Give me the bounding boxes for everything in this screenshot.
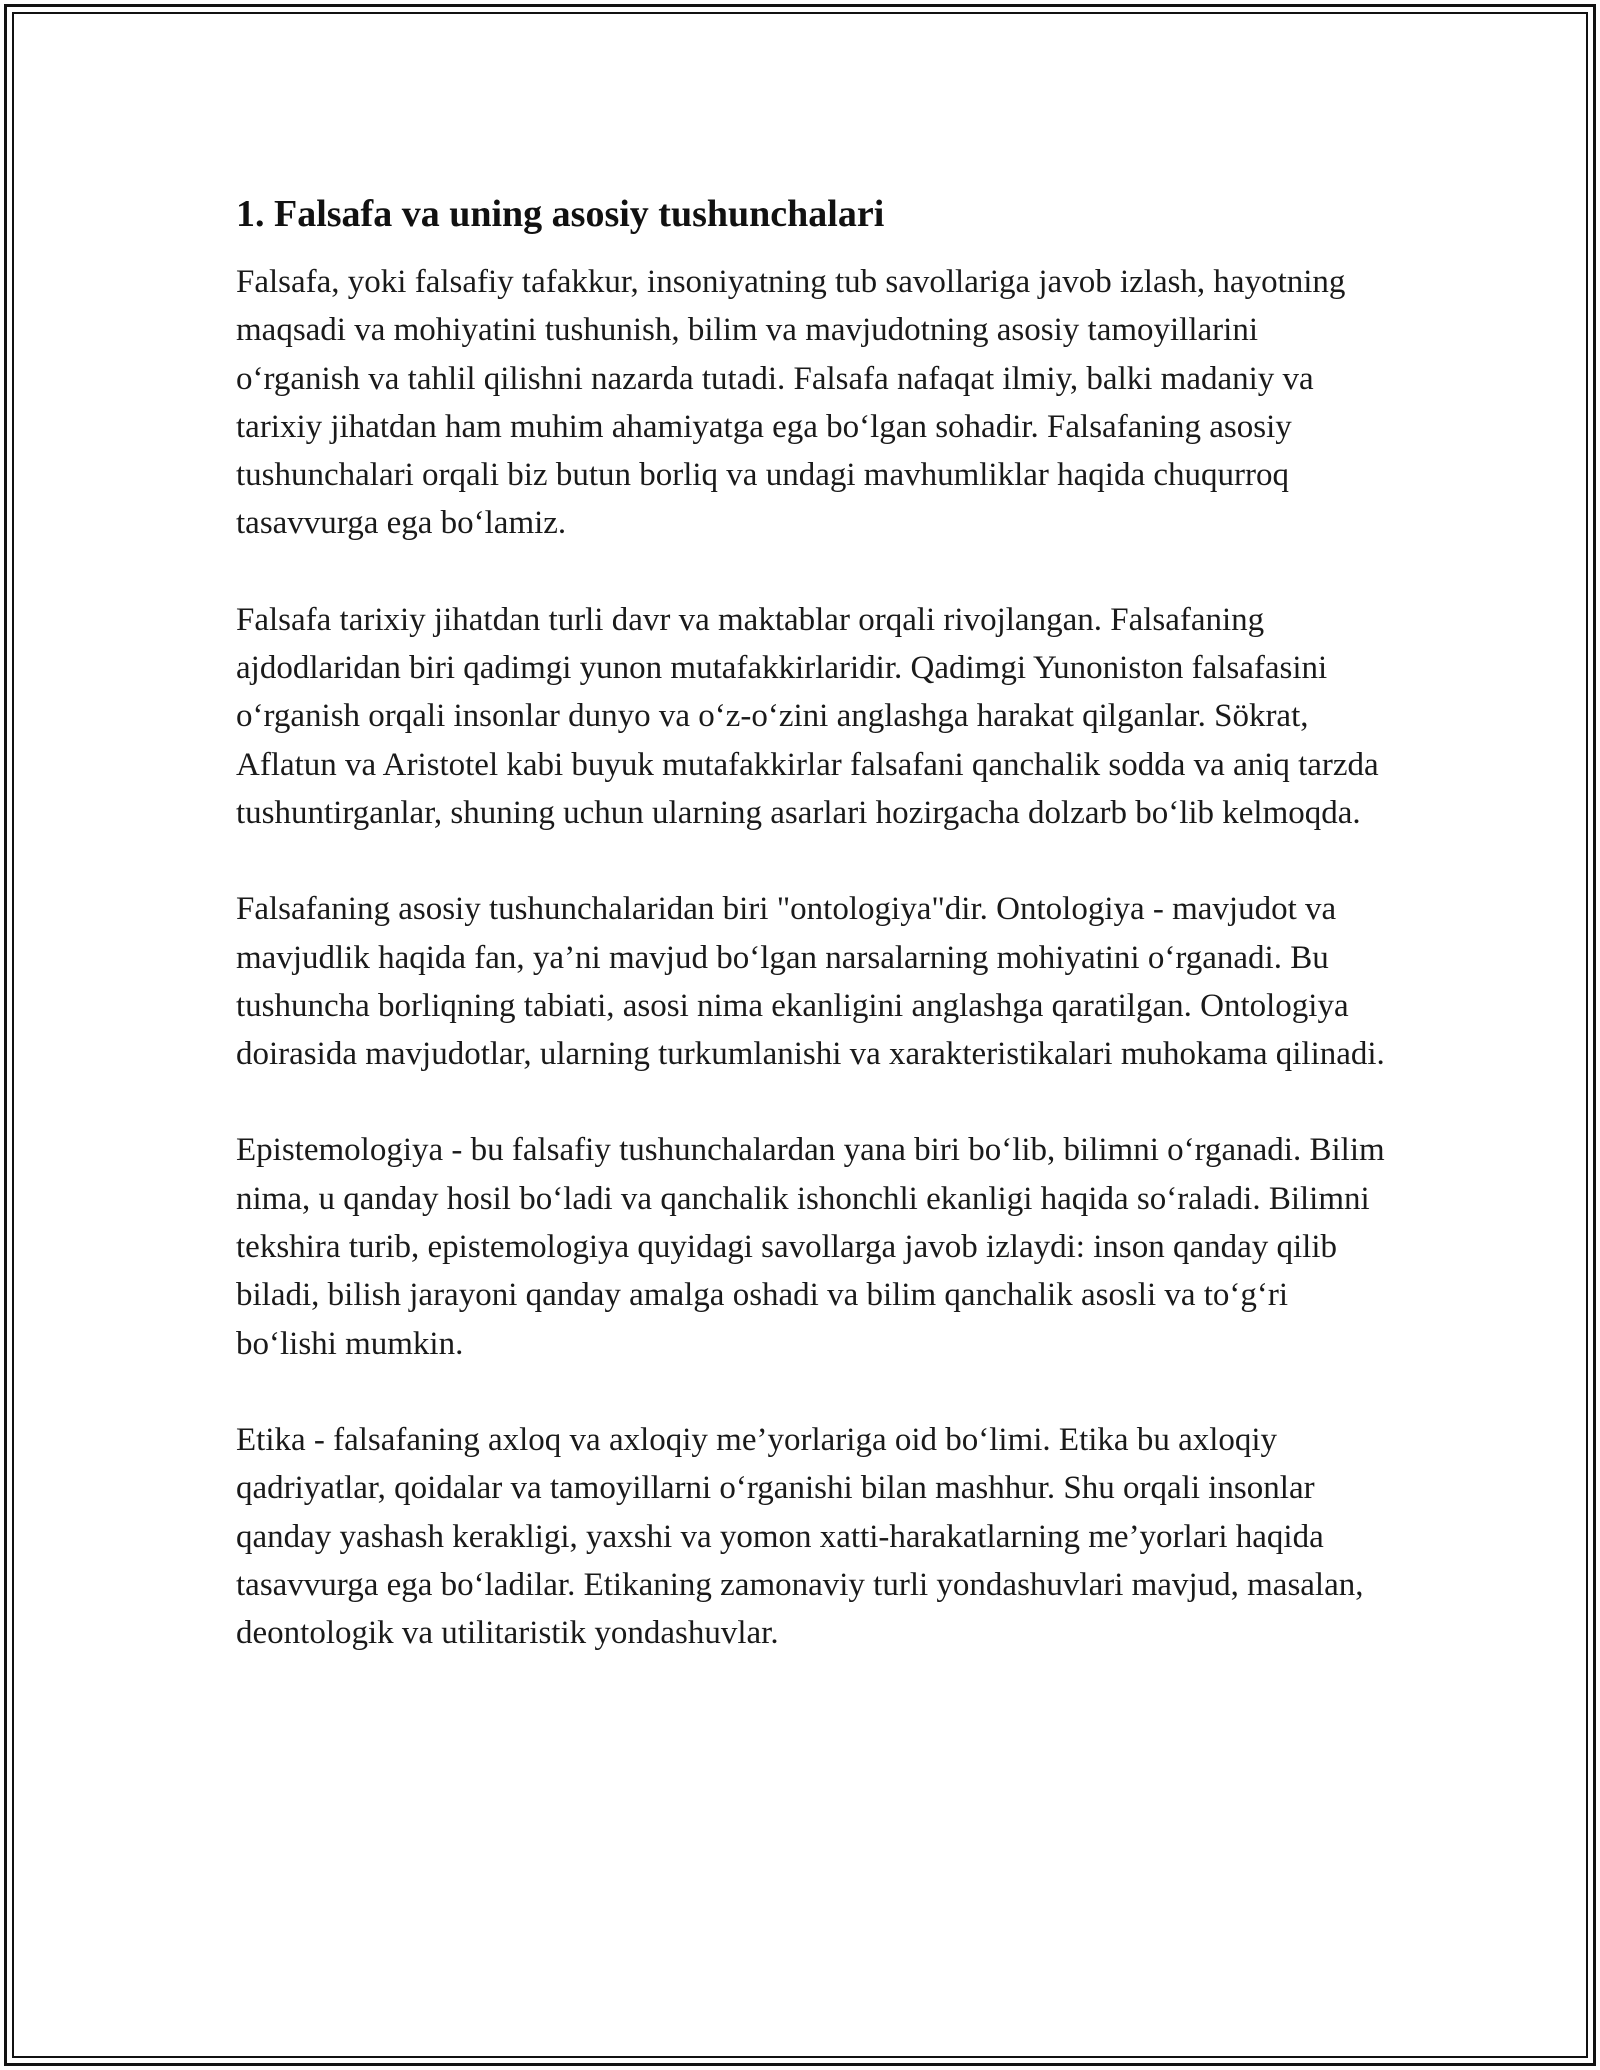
paragraph-ontology: Falsafaning asosiy tushunchalaridan biri "ontologiya"dir. Ontologiya - mavjudot va mavjudlik haqida fan, ya’ni mavjud bo‘lgan narsalarning mohiyatini o‘rganadi. Bu tushuncha borliqning tabiati, asosi nima ekanligini anglashga qaratilgan. Ontologiya doirasida mavjudotlar, ularning turkumlanishi va xarakteristikalari muhokama qilinadi. [236,891,1385,1073]
paragraph-ethics: Etika - falsafaning axloq va axloqiy me’yorlariga oid bo‘limi. Etika bu axloqiy qadriyatlar, qoidalar va tamoyillarni o‘rganishi bilan mashhur. Shu orqali insonlar qanday yashash kerakligi, yaxshi va yomon xatti-harakatlarning me’yorlari haqida tasavvurga ega bo‘ladilar. Etikaning zamonaviy turli yondashuvlari mavjud, masalan, deontologik va utilitaristik yondashuvlar. [236,1421,1364,1652]
paragraph-epistemology: Epistemologiya - bu falsafiy tushunchalardan yana biri bo‘lib, bilimni o‘rganadi. Bilim nima, u qanday hosil bo‘ladi va qanchalik ishonchli ekanligi haqida so‘raladi. Bilimni tekshira turib, epistemologiya quyidagi savollarga javob izlaydi: inson qanday qilib biladi, bilish jarayoni qanday amalga oshadi va bilim qanchalik asosli va to‘g‘ri bo‘lishi mumkin. [236,1132,1385,1362]
paragraph-intro: Falsafa, yoki falsafiy tafakkur, insoniyatning tub savollariga javob izlash, hayotning maqsadi va mohiyatini tushunish, bilim va mavjudotning asosiy tamoyillarini o‘rganish va tahlil qilishni nazarda tutadi. Falsafa nafaqat ilmiy, balki madaniy va tarixiy jihatdan ham muhim ahamiyatga ega bo‘lgan sohadir. Falsafaning asosiy tushunchalari orqali biz butun borliq va undagi mavhumliklar haqida chuqurroq tasavvurga ega bo‘lamiz. [236,264,1346,542]
document-title: 1. Falsafa va uning asosiy tushunchalari [236,193,885,235]
document-body [236,190,1386,1705]
paragraph-history: Falsafa tarixiy jihatdan turli davr va maktablar orqali rivojlangan. Falsafaning ajdodlaridan biri qadimgi yunon mutafakkirlaridir. Qadimgi Yunoniston falsafasini o‘rganish orqali insonlar dunyo va o‘z-o‘zini anglashga harakat qilganlar. Sökrat, Aflatun va Aristotel kabi buyuk mutafakkirlar falsafani qanchalik sodda va aniq tarzda tushuntirganlar, shuning uchun ularning asarlari hozirgacha dolzarb bo‘lib kelmoqda. [236,601,1379,831]
